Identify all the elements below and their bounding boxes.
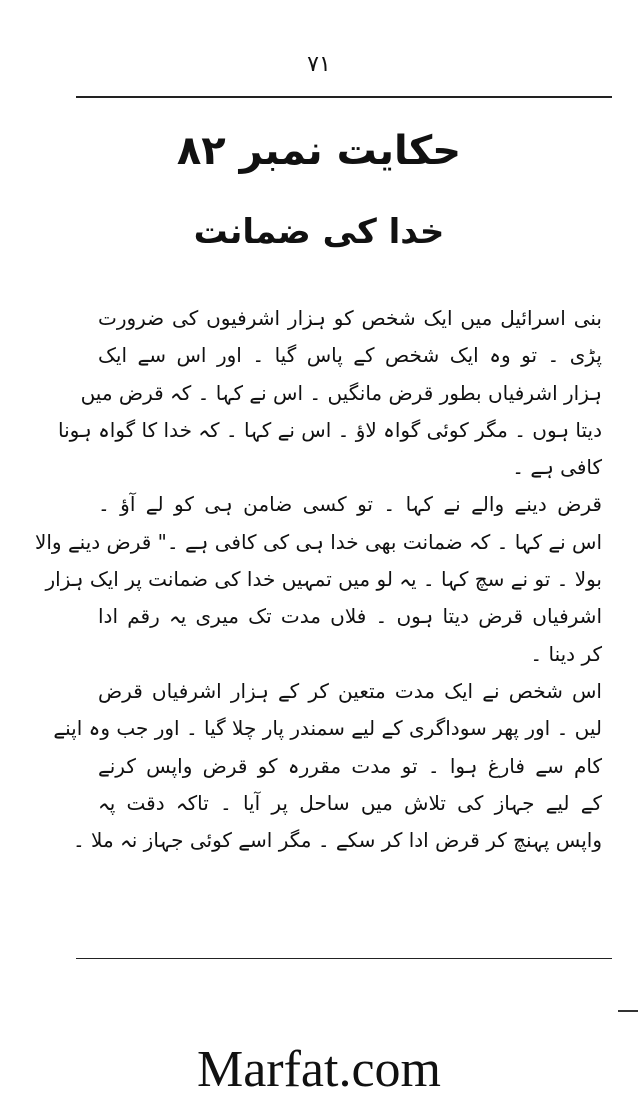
paragraph-2 — [34, 486, 602, 672]
text-line: پڑی ۔ تو وہ ایک شخص کے پاس گیا ۔ اور اس سے ایک — [98, 343, 602, 368]
top-rule — [76, 96, 612, 98]
bottom-rule — [76, 958, 612, 959]
text-line: بنی اسرائیل میں ایک شخص کو ہزار اشرفیوں کی ضرورت — [98, 306, 602, 330]
story-subtitle: خدا کی ضمانت — [193, 212, 445, 252]
text-line: واپس پہنچ کر قرض ادا کر سکے ۔ مگر اسے کوئی جہاز نہ ملا ۔ — [72, 828, 602, 853]
story-body — [34, 300, 602, 859]
paragraph-1 — [58, 300, 602, 486]
text-line: اس شخص نے ایک مدت متعین کر کے ہزار اشرفیاں قرض — [98, 678, 602, 703]
text-line: ہزار اشرفیاں بطور قرض مانگیں ۔ اس نے کہا ۔ کہ قرض میں — [80, 380, 602, 405]
text-line: کام سے فارغ ہوا ۔ تو مدت مقررہ کو قرض واپس کرنے — [98, 753, 602, 778]
text-line: اشرفیاں قرض دیتا ہوں ۔ فلاں مدت تک میری یہ رقم ادا — [98, 604, 602, 629]
paragraph-3 — [53, 673, 602, 859]
text-line: لیں ۔ اور پھر سوداگری کے لیے سمندر پار چلا گیا ۔ اور جب وہ اپنے — [53, 716, 602, 741]
text-line: کے لیے جہاز کی تلاش میں ساحل پر آیا ۔ تاکہ دقت پہ — [98, 790, 602, 815]
text-line: کافی ہے ۔ — [512, 455, 602, 480]
text-line: قرض دینے والے نے کہا ۔ تو کسی ضامن ہی کو لے آؤ ۔ — [98, 492, 602, 517]
edge-mark — [618, 1010, 638, 1012]
text-line: کر دینا ۔ — [530, 641, 602, 666]
text-line: دیتا ہوں ۔ مگر کوئی گواہ لاؤ ۔ اس نے کہا ۔ کہ خدا کا گواہ ہونا — [58, 417, 602, 442]
story-title: حکایت نمبر ۸۲ — [176, 128, 462, 174]
text-line: بولا ۔ تو نے سچ کہا ۔ یہ لو میں تمہیں خدا کی ضمانت پر ایک ہزار — [45, 567, 602, 592]
page-number: ٧١ — [307, 52, 331, 77]
text-line: اس نے کہا ۔ کہ ضمانت بھی خدا ہی کی کافی ہے ۔" قرض دینے والا — [34, 529, 602, 554]
watermark: Marfat.com — [196, 1041, 441, 1098]
